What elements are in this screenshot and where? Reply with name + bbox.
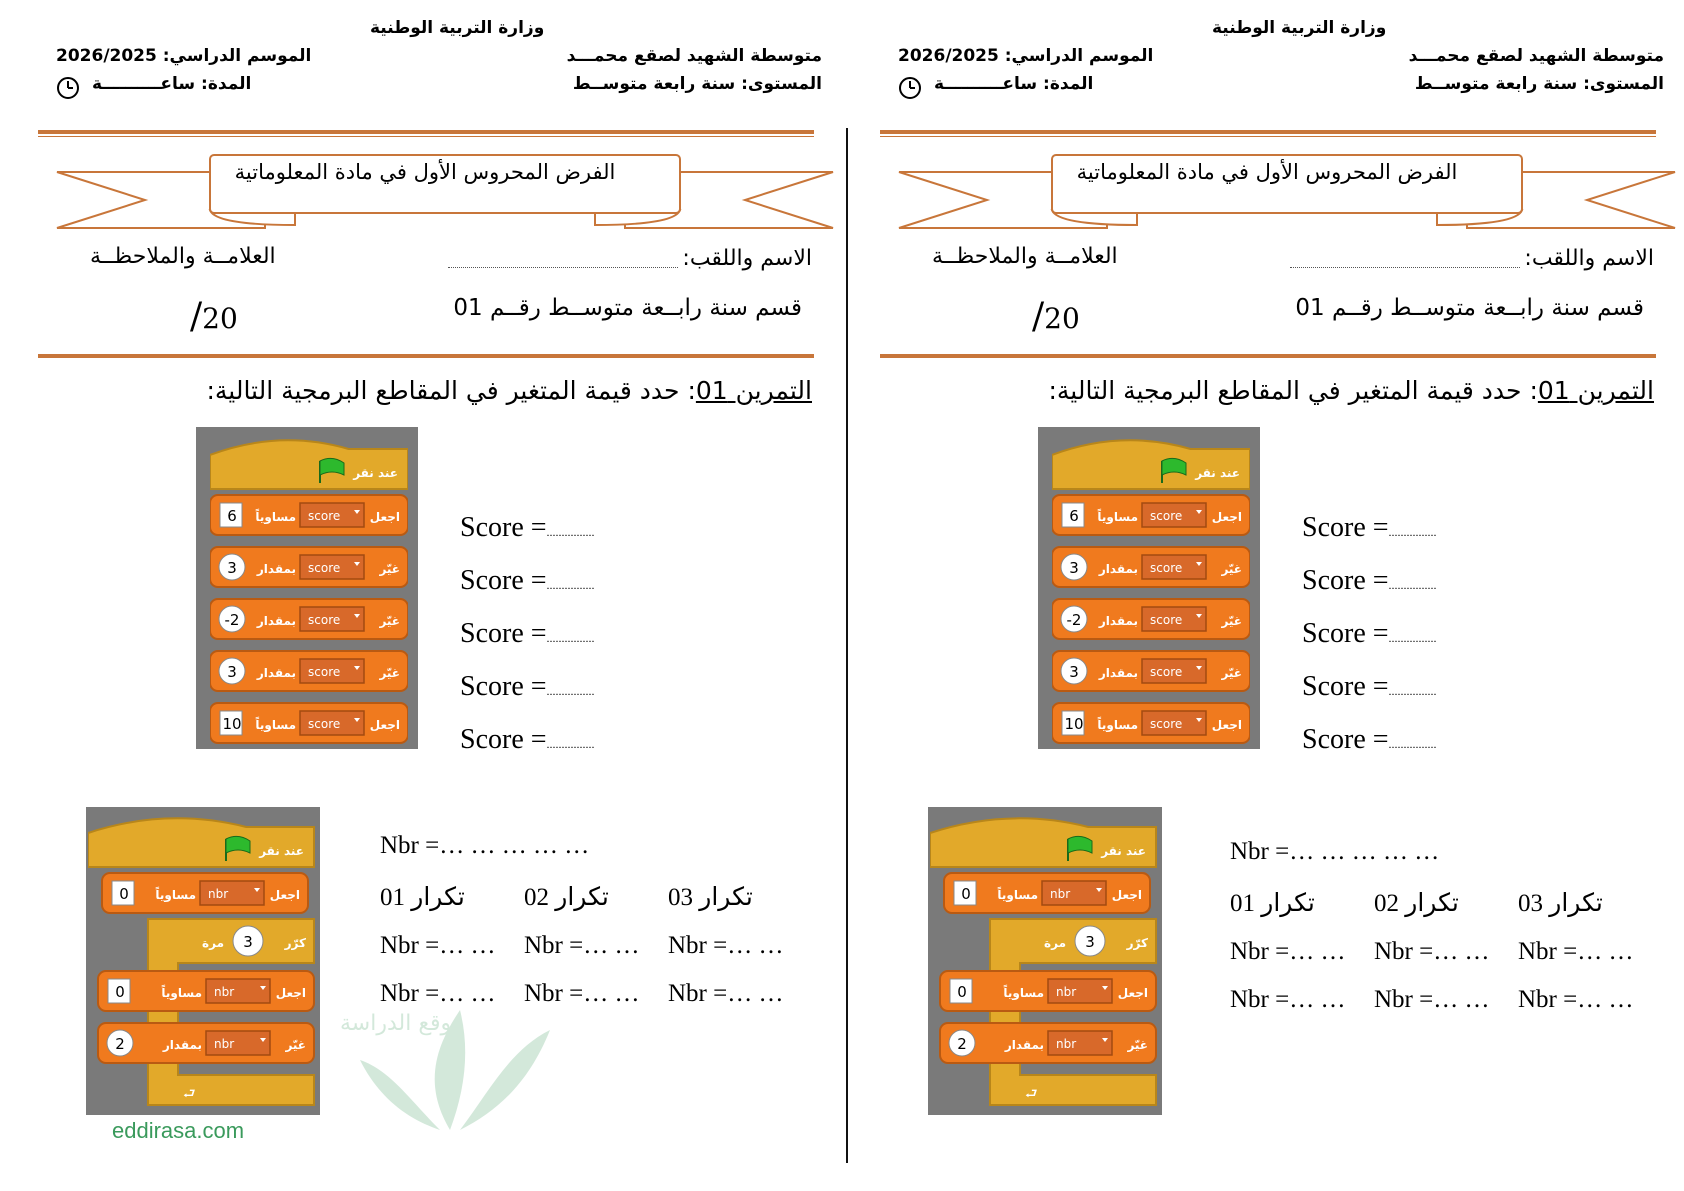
watermark-site: eddirasa.com: [112, 1118, 245, 1143]
score-answer-line[interactable]: [1302, 671, 1437, 703]
block-op: بمقدار: [1098, 614, 1138, 628]
score-label: Score =: [1302, 512, 1389, 543]
nbr-answer-cell[interactable]: Nbr =… …: [380, 932, 496, 959]
var-name: nbr: [208, 887, 229, 901]
block-verb: غيّر: [379, 562, 400, 576]
mark-slash: /: [190, 296, 203, 337]
repeat-count: 3: [1085, 933, 1095, 951]
repeat-count: 3: [243, 933, 253, 951]
level-label: المستوى: سنة رابعة متوســط: [572, 74, 822, 94]
duration-label: المدة: ساعــــــــــة: [92, 74, 252, 94]
ministry-title: وزارة التربية الوطنية: [370, 18, 545, 38]
exercise-instruction: : حدد قيمة المتغير في المقاطع البرمجية التالية:: [1048, 376, 1538, 405]
hat-block: [88, 818, 314, 867]
block-op: مساوياً: [997, 888, 1038, 902]
exercise-instruction: : حدد قيمة المتغير في المقاطع البرمجية التالية:: [206, 376, 696, 405]
block-verb: غيّر: [379, 666, 400, 680]
value-text: 0: [961, 885, 971, 903]
score-answer-line[interactable]: [460, 618, 595, 650]
score-label: Score =: [460, 512, 547, 543]
watermark-logo-text: موقع الدراسة: [340, 1011, 464, 1036]
nbr-answer-cell[interactable]: Nbr =… …: [524, 932, 640, 959]
scratch-block-set: [102, 873, 308, 913]
mark-slash: /: [1032, 296, 1045, 337]
value-text: 10: [222, 715, 242, 733]
iteration-header: تكرار 03: [1518, 890, 1603, 917]
repeat-unit: مرة: [1044, 936, 1066, 950]
repeat-label: كرّر: [284, 936, 306, 950]
school-name: متوسطة الشهيد لصقع محمـــد: [566, 46, 822, 66]
iteration-header: تكرار 02: [524, 884, 609, 911]
test-title: الفرض المحروس الأول في مادة المعلوماتية: [234, 160, 616, 184]
section-rule: [38, 354, 814, 358]
scratch-block-set: [944, 873, 1150, 913]
loop-arrow-icon: ⮐: [1025, 1086, 1038, 1102]
scratch-block-set: [1052, 703, 1250, 743]
header-rule: [880, 130, 1656, 134]
var-name: score: [1150, 509, 1183, 523]
value-text: 3: [227, 559, 237, 577]
block-op: بمقدار: [256, 614, 296, 628]
score-label: Score =: [1302, 724, 1389, 755]
block-verb: اجعل: [275, 986, 306, 1000]
scratch-block-change: [210, 651, 408, 691]
mark-field: [190, 296, 238, 337]
nbr-answer-cell[interactable]: Nbr =… …: [1374, 938, 1490, 965]
value-text: 6: [1069, 507, 1079, 525]
repeat-label: كرّر: [1126, 936, 1148, 950]
header-rule-thin: [38, 136, 814, 137]
nbr-answer-cell[interactable]: Nbr =… …: [668, 932, 784, 959]
block-op: مساوياً: [1003, 986, 1044, 1000]
hat-block: [930, 818, 1156, 867]
score-blank[interactable]: ................: [546, 631, 595, 645]
exam-sheet-right: [842, 0, 1684, 1191]
scratch-block-change: [210, 599, 408, 639]
score-answer-line[interactable]: [1302, 618, 1437, 650]
mark-total: 20: [1044, 302, 1080, 335]
score-blank[interactable]: ................: [1388, 631, 1437, 645]
var-name: score: [308, 561, 341, 575]
nbr-answer-cell[interactable]: Nbr =… …: [1518, 986, 1634, 1013]
header-rule-thin: [880, 136, 1656, 137]
hat-label: عند نقر: [353, 466, 398, 480]
scratch-block-set: [210, 703, 408, 743]
level-label: المستوى: سنة رابعة متوســط: [1414, 74, 1664, 94]
scratch-block-change: [1052, 599, 1250, 639]
block-verb: غيّر: [1221, 562, 1242, 576]
value-text: 0: [115, 983, 125, 1001]
score-label: Score =: [460, 565, 547, 596]
name-label: الاسم واللقب:: [1524, 246, 1654, 271]
block-verb: غيّر: [1221, 666, 1242, 680]
nbr-answer-cell[interactable]: Nbr =… …: [668, 980, 784, 1007]
score-label: Score =: [1302, 671, 1389, 702]
block-verb: اجعل: [369, 718, 400, 732]
scratch-block-change: [210, 547, 408, 587]
name-field[interactable]: [1290, 266, 1520, 268]
score-answer-line[interactable]: [460, 724, 595, 756]
iteration-header: تكرار 03: [668, 884, 753, 911]
class-label: قسم سنة رابــعة متوســط رقــم 01: [1295, 295, 1644, 321]
nbr-answer-cell[interactable]: Nbr =… …: [1230, 938, 1346, 965]
clock-icon: [56, 76, 80, 100]
nbr-answer-main[interactable]: Nbr =… … … … …: [380, 832, 590, 859]
scratch-block-change: [1052, 651, 1250, 691]
score-blank[interactable]: ................: [546, 684, 595, 698]
scratch-block-set: [1052, 495, 1250, 535]
block-op: مساوياً: [255, 718, 296, 732]
duration-label: المدة: ساعــــــــــة: [934, 74, 1094, 94]
var-name: nbr: [214, 1037, 235, 1051]
score-blank[interactable]: ................: [1388, 578, 1437, 592]
block-verb: اجعل: [269, 888, 300, 902]
score-answer-line[interactable]: [460, 671, 595, 703]
value-text: 3: [1069, 559, 1079, 577]
block-verb: اجعل: [1111, 888, 1142, 902]
score-label: Score =: [1302, 618, 1389, 649]
var-name: score: [308, 509, 341, 523]
hat-block: [1052, 440, 1250, 489]
block-verb: غيّر: [1221, 614, 1242, 628]
iteration-header: تكرار 01: [380, 884, 465, 911]
value-text: 6: [227, 507, 237, 525]
hat-label: عند نقر: [1101, 844, 1146, 858]
value-text: 0: [957, 983, 967, 1001]
block-op: بمقدار: [1098, 562, 1138, 576]
score-blank[interactable]: ................: [546, 578, 595, 592]
watermark-logo-icon: [300, 990, 600, 1140]
season-label: الموسم الدراسي: 2026/2025: [898, 46, 1154, 66]
block-verb: غيّر: [1127, 1038, 1148, 1052]
score-answer-line[interactable]: [460, 512, 595, 544]
block-op: مساوياً: [1097, 510, 1138, 524]
nbr-answer-cell[interactable]: Nbr =… …: [380, 980, 496, 1007]
score-label: Score =: [1302, 565, 1389, 596]
iteration-header: تكرار 02: [1374, 890, 1459, 917]
header-rule: [38, 130, 814, 134]
scratch-block-change: [1052, 547, 1250, 587]
value-text: 2: [957, 1035, 967, 1053]
value-text: 0: [119, 885, 129, 903]
value-text: 10: [1064, 715, 1084, 733]
var-name: nbr: [214, 985, 235, 999]
mark-field: [1032, 296, 1080, 337]
nbr-answer-main[interactable]: Nbr =… … … … …: [1230, 838, 1440, 865]
nbr-answer-cell[interactable]: Nbr =… …: [1518, 938, 1634, 965]
score-answer-line[interactable]: [1302, 724, 1437, 756]
class-label: قسم سنة رابــعة متوســط رقــم 01: [453, 295, 802, 321]
var-name: score: [1150, 665, 1183, 679]
block-verb: اجعل: [1211, 718, 1242, 732]
score-answer-line[interactable]: [460, 565, 595, 597]
var-name: nbr: [1056, 985, 1077, 999]
var-name: score: [308, 717, 341, 731]
value-text: 3: [1069, 663, 1079, 681]
score-answer-line[interactable]: [1302, 512, 1437, 544]
nbr-answer-cell[interactable]: Nbr =… …: [524, 980, 640, 1007]
grade-label: العلامــة والملاحظــة: [932, 244, 1118, 269]
score-label: Score =: [460, 671, 547, 702]
scratch-block-set: [940, 971, 1156, 1011]
var-name: score: [308, 613, 341, 627]
block-op: بمقدار: [256, 666, 296, 680]
block-verb: اجعل: [1211, 510, 1242, 524]
iteration-header: تكرار 01: [1230, 890, 1315, 917]
score-blank[interactable]: ................: [546, 525, 595, 539]
score-blank[interactable]: ................: [1388, 737, 1437, 751]
nbr-answer-cell[interactable]: Nbr =… …: [1230, 986, 1346, 1013]
test-title: الفرض المحروس الأول في مادة المعلوماتية: [1076, 160, 1458, 184]
score-blank[interactable]: ................: [1388, 684, 1437, 698]
scratch-block-change: [940, 1023, 1156, 1063]
hat-block: [210, 440, 408, 489]
hat-label: عند نقر: [259, 844, 304, 858]
value-text: -2: [224, 611, 240, 629]
block-verb: اجعل: [369, 510, 400, 524]
block-op: بمقدار: [256, 562, 296, 576]
exercise-title: [206, 376, 812, 405]
block-op: بمقدار: [162, 1038, 202, 1052]
clock-icon: [898, 76, 922, 100]
name-label: الاسم واللقب:: [682, 246, 812, 271]
block-verb: غيّر: [379, 614, 400, 628]
block-op: مساوياً: [255, 510, 296, 524]
hat-label: عند نقر: [1195, 466, 1240, 480]
scratch-block-set: [98, 971, 314, 1011]
exercise-number: التمرين 01: [1537, 376, 1654, 405]
loop-arrow-icon: ⮐: [183, 1086, 196, 1102]
block-verb: غيّر: [285, 1038, 306, 1052]
var-name: nbr: [1056, 1037, 1077, 1051]
block-op: بمقدار: [1098, 666, 1138, 680]
grade-label: العلامــة والملاحظــة: [90, 244, 276, 269]
block-op: مساوياً: [1097, 718, 1138, 732]
section-rule: [880, 354, 1656, 358]
var-name: nbr: [1050, 887, 1071, 901]
score-blank[interactable]: ................: [546, 737, 595, 751]
exercise-number: التمرين 01: [695, 376, 812, 405]
nbr-answer-cell[interactable]: Nbr =… …: [1374, 986, 1490, 1013]
scratch-block-set: [210, 495, 408, 535]
score-answer-line[interactable]: [1302, 565, 1437, 597]
season-label: الموسم الدراسي: 2026/2025: [56, 46, 312, 66]
exercise-title: [1048, 376, 1654, 405]
score-label: Score =: [460, 618, 547, 649]
block-op: بمقدار: [1004, 1038, 1044, 1052]
value-text: 2: [115, 1035, 125, 1053]
page-divider: [846, 128, 848, 1163]
ministry-title: وزارة التربية الوطنية: [1212, 18, 1387, 38]
mark-total: 20: [202, 302, 238, 335]
var-name: score: [1150, 613, 1183, 627]
block-verb: اجعل: [1117, 986, 1148, 1000]
repeat-unit: مرة: [202, 936, 224, 950]
name-field[interactable]: [448, 266, 678, 268]
scratch-block-change: [98, 1023, 314, 1063]
var-name: score: [308, 665, 341, 679]
block-op: مساوياً: [161, 986, 202, 1000]
score-label: Score =: [460, 724, 547, 755]
var-name: score: [1150, 561, 1183, 575]
block-op: مساوياً: [155, 888, 196, 902]
value-text: 3: [227, 663, 237, 681]
value-text: -2: [1066, 611, 1082, 629]
school-name: متوسطة الشهيد لصقع محمـــد: [1408, 46, 1664, 66]
var-name: score: [1150, 717, 1183, 731]
score-blank[interactable]: ................: [1388, 525, 1437, 539]
